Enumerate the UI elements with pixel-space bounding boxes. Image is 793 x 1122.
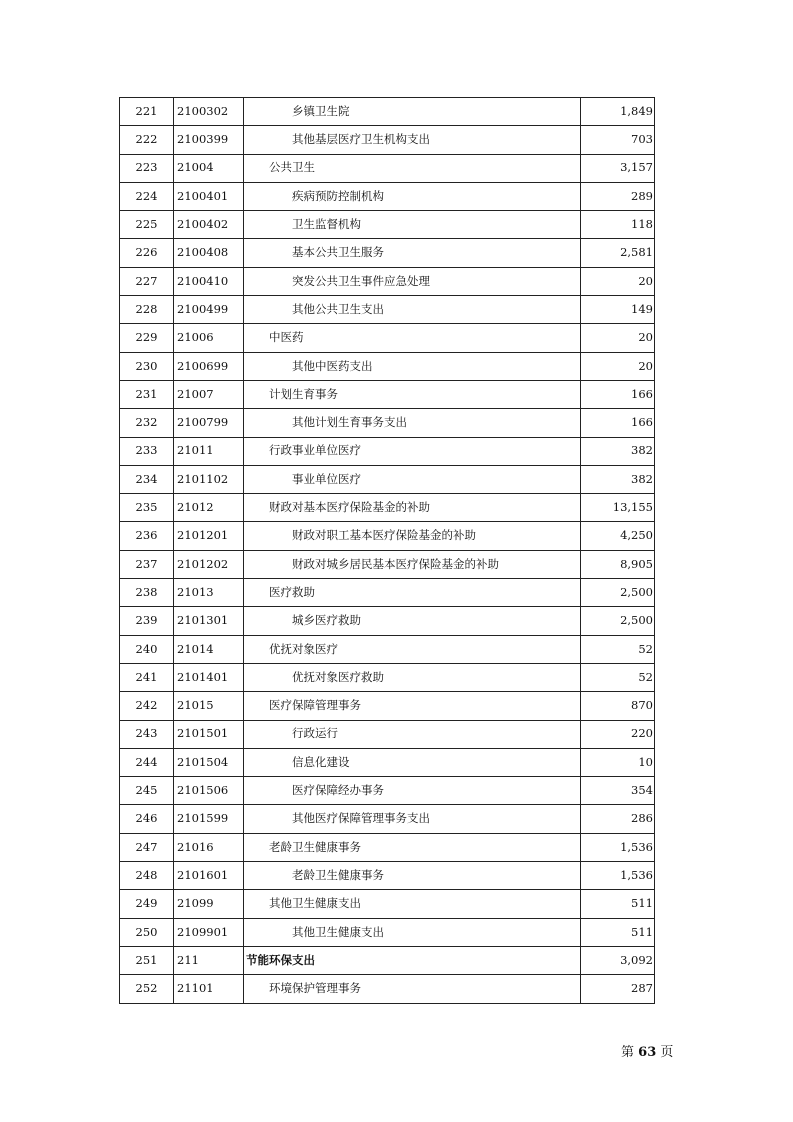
- amount-cell: 52: [581, 663, 655, 691]
- code-cell: 2100799: [174, 409, 244, 437]
- code-cell: 2100401: [174, 182, 244, 210]
- code-cell: 2101301: [174, 607, 244, 635]
- amount-cell: 3,092: [581, 946, 655, 974]
- item-name-cell: 行政事业单位医疗: [244, 437, 581, 465]
- table-row: [120, 352, 655, 380]
- item-name-cell: 财政对基本医疗保险基金的补助: [244, 494, 581, 522]
- row-number-cell: 241: [120, 663, 174, 691]
- code-cell: 21007: [174, 380, 244, 408]
- code-cell: 2100302: [174, 98, 244, 126]
- row-number-cell: 232: [120, 409, 174, 437]
- row-number-cell: 242: [120, 692, 174, 720]
- budget-table: [119, 97, 655, 1004]
- amount-cell: 149: [581, 296, 655, 324]
- item-name-cell: 其他中医药支出: [244, 352, 581, 380]
- item-name-cell: 医疗救助: [244, 579, 581, 607]
- item-name-cell: 财政对城乡居民基本医疗保险基金的补助: [244, 550, 581, 578]
- item-name-cell: 老龄卫生健康事务: [244, 862, 581, 890]
- row-number-cell: 227: [120, 267, 174, 295]
- code-cell: 21013: [174, 579, 244, 607]
- table-row: [120, 663, 655, 691]
- table-row: [120, 833, 655, 861]
- row-number-cell: 228: [120, 296, 174, 324]
- table-row: [120, 975, 655, 1003]
- code-cell: 21011: [174, 437, 244, 465]
- row-number-cell: 240: [120, 635, 174, 663]
- row-number-cell: 229: [120, 324, 174, 352]
- code-cell: 2101501: [174, 720, 244, 748]
- table-row: [120, 748, 655, 776]
- amount-cell: 13,155: [581, 494, 655, 522]
- row-number-cell: 239: [120, 607, 174, 635]
- page-footer: [621, 1041, 673, 1060]
- table-row: [120, 579, 655, 607]
- amount-cell: 1,849: [581, 98, 655, 126]
- amount-cell: 382: [581, 437, 655, 465]
- item-name-cell: 财政对职工基本医疗保险基金的补助: [244, 522, 581, 550]
- item-name-cell: 其他卫生健康支出: [244, 890, 581, 918]
- row-number-cell: 224: [120, 182, 174, 210]
- amount-cell: 52: [581, 635, 655, 663]
- table-row: [120, 494, 655, 522]
- table-row: [120, 862, 655, 890]
- item-name-cell: 卫生监督机构: [244, 211, 581, 239]
- code-cell: 2101102: [174, 465, 244, 493]
- table-row: [120, 946, 655, 974]
- row-number-cell: 238: [120, 579, 174, 607]
- amount-cell: 10: [581, 748, 655, 776]
- row-number-cell: 243: [120, 720, 174, 748]
- code-cell: 2100410: [174, 267, 244, 295]
- amount-cell: 287: [581, 975, 655, 1003]
- table-row: [120, 918, 655, 946]
- row-number-cell: 248: [120, 862, 174, 890]
- row-number-cell: 247: [120, 833, 174, 861]
- table-row: [120, 126, 655, 154]
- table-row: [120, 777, 655, 805]
- code-cell: 2100499: [174, 296, 244, 324]
- table-body: [120, 98, 655, 1004]
- item-name-cell: 行政运行: [244, 720, 581, 748]
- row-number-cell: 251: [120, 946, 174, 974]
- item-name-cell: 计划生育事务: [244, 380, 581, 408]
- table-row: [120, 182, 655, 210]
- code-cell: 2101599: [174, 805, 244, 833]
- item-name-cell: 其他医疗保障管理事务支出: [244, 805, 581, 833]
- row-number-cell: 235: [120, 494, 174, 522]
- code-cell: 2101401: [174, 663, 244, 691]
- table-row: [120, 635, 655, 663]
- code-cell: 2101601: [174, 862, 244, 890]
- amount-cell: 354: [581, 777, 655, 805]
- row-number-cell: 233: [120, 437, 174, 465]
- amount-cell: 511: [581, 918, 655, 946]
- amount-cell: 1,536: [581, 862, 655, 890]
- amount-cell: 511: [581, 890, 655, 918]
- code-cell: 2109901: [174, 918, 244, 946]
- code-cell: 21014: [174, 635, 244, 663]
- code-cell: 2100399: [174, 126, 244, 154]
- code-cell: 21101: [174, 975, 244, 1003]
- row-number-cell: 252: [120, 975, 174, 1003]
- amount-cell: 289: [581, 182, 655, 210]
- table-row: [120, 409, 655, 437]
- table-row: [120, 211, 655, 239]
- item-name-cell: 其他计划生育事务支出: [244, 409, 581, 437]
- code-cell: 2100408: [174, 239, 244, 267]
- row-number-cell: 244: [120, 748, 174, 776]
- amount-cell: 1,536: [581, 833, 655, 861]
- page-number: 63: [638, 1045, 657, 1060]
- item-name-cell: 中医药: [244, 324, 581, 352]
- item-name-cell: 疾病预防控制机构: [244, 182, 581, 210]
- row-number-cell: 231: [120, 380, 174, 408]
- code-cell: 21016: [174, 833, 244, 861]
- amount-cell: 2,500: [581, 607, 655, 635]
- amount-cell: 703: [581, 126, 655, 154]
- item-name-cell: 老龄卫生健康事务: [244, 833, 581, 861]
- row-number-cell: 230: [120, 352, 174, 380]
- table-row: [120, 805, 655, 833]
- page-prefix: 第: [621, 1045, 635, 1060]
- amount-cell: 220: [581, 720, 655, 748]
- code-cell: 2101504: [174, 748, 244, 776]
- item-name-cell: 环境保护管理事务: [244, 975, 581, 1003]
- code-cell: 2100699: [174, 352, 244, 380]
- amount-cell: 166: [581, 409, 655, 437]
- item-name-cell: 优抚对象医疗救助: [244, 663, 581, 691]
- row-number-cell: 249: [120, 890, 174, 918]
- code-cell: 211: [174, 946, 244, 974]
- row-number-cell: 237: [120, 550, 174, 578]
- row-number-cell: 234: [120, 465, 174, 493]
- code-cell: 2101201: [174, 522, 244, 550]
- code-cell: 2100402: [174, 211, 244, 239]
- item-name-cell: 医疗保障经办事务: [244, 777, 581, 805]
- row-number-cell: 236: [120, 522, 174, 550]
- item-name-cell: 乡镇卫生院: [244, 98, 581, 126]
- item-name-cell: 公共卫生: [244, 154, 581, 182]
- page-suffix: 页: [660, 1045, 674, 1060]
- item-name-cell: 其他卫生健康支出: [244, 918, 581, 946]
- code-cell: 21012: [174, 494, 244, 522]
- row-number-cell: 226: [120, 239, 174, 267]
- item-name-cell: 信息化建设: [244, 748, 581, 776]
- table-row: [120, 239, 655, 267]
- item-name-cell: 事业单位医疗: [244, 465, 581, 493]
- table-row: [120, 465, 655, 493]
- code-cell: 21006: [174, 324, 244, 352]
- row-number-cell: 221: [120, 98, 174, 126]
- item-name-cell: 城乡医疗救助: [244, 607, 581, 635]
- table-row: [120, 720, 655, 748]
- amount-cell: 20: [581, 267, 655, 295]
- table-row: [120, 154, 655, 182]
- row-number-cell: 223: [120, 154, 174, 182]
- row-number-cell: 246: [120, 805, 174, 833]
- table-row: [120, 437, 655, 465]
- amount-cell: 2,581: [581, 239, 655, 267]
- table-row: [120, 380, 655, 408]
- table-row: [120, 550, 655, 578]
- amount-cell: 382: [581, 465, 655, 493]
- code-cell: 21015: [174, 692, 244, 720]
- amount-cell: 2,500: [581, 579, 655, 607]
- amount-cell: 870: [581, 692, 655, 720]
- table-row: [120, 607, 655, 635]
- amount-cell: 166: [581, 380, 655, 408]
- table-row: [120, 98, 655, 126]
- item-name-cell: 节能环保支出: [244, 946, 581, 974]
- amount-cell: 20: [581, 352, 655, 380]
- table-row: [120, 890, 655, 918]
- amount-cell: 286: [581, 805, 655, 833]
- code-cell: 21004: [174, 154, 244, 182]
- table-row: [120, 296, 655, 324]
- table-row: [120, 692, 655, 720]
- code-cell: 21099: [174, 890, 244, 918]
- table-row: [120, 267, 655, 295]
- table-row: [120, 324, 655, 352]
- amount-cell: 4,250: [581, 522, 655, 550]
- item-name-cell: 突发公共卫生事件应急处理: [244, 267, 581, 295]
- item-name-cell: 其他基层医疗卫生机构支出: [244, 126, 581, 154]
- item-name-cell: 优抚对象医疗: [244, 635, 581, 663]
- table-row: [120, 522, 655, 550]
- item-name-cell: 医疗保障管理事务: [244, 692, 581, 720]
- row-number-cell: 245: [120, 777, 174, 805]
- item-name-cell: 其他公共卫生支出: [244, 296, 581, 324]
- code-cell: 2101202: [174, 550, 244, 578]
- amount-cell: 8,905: [581, 550, 655, 578]
- item-name-cell: 基本公共卫生服务: [244, 239, 581, 267]
- row-number-cell: 250: [120, 918, 174, 946]
- amount-cell: 3,157: [581, 154, 655, 182]
- code-cell: 2101506: [174, 777, 244, 805]
- amount-cell: 20: [581, 324, 655, 352]
- row-number-cell: 222: [120, 126, 174, 154]
- row-number-cell: 225: [120, 211, 174, 239]
- amount-cell: 118: [581, 211, 655, 239]
